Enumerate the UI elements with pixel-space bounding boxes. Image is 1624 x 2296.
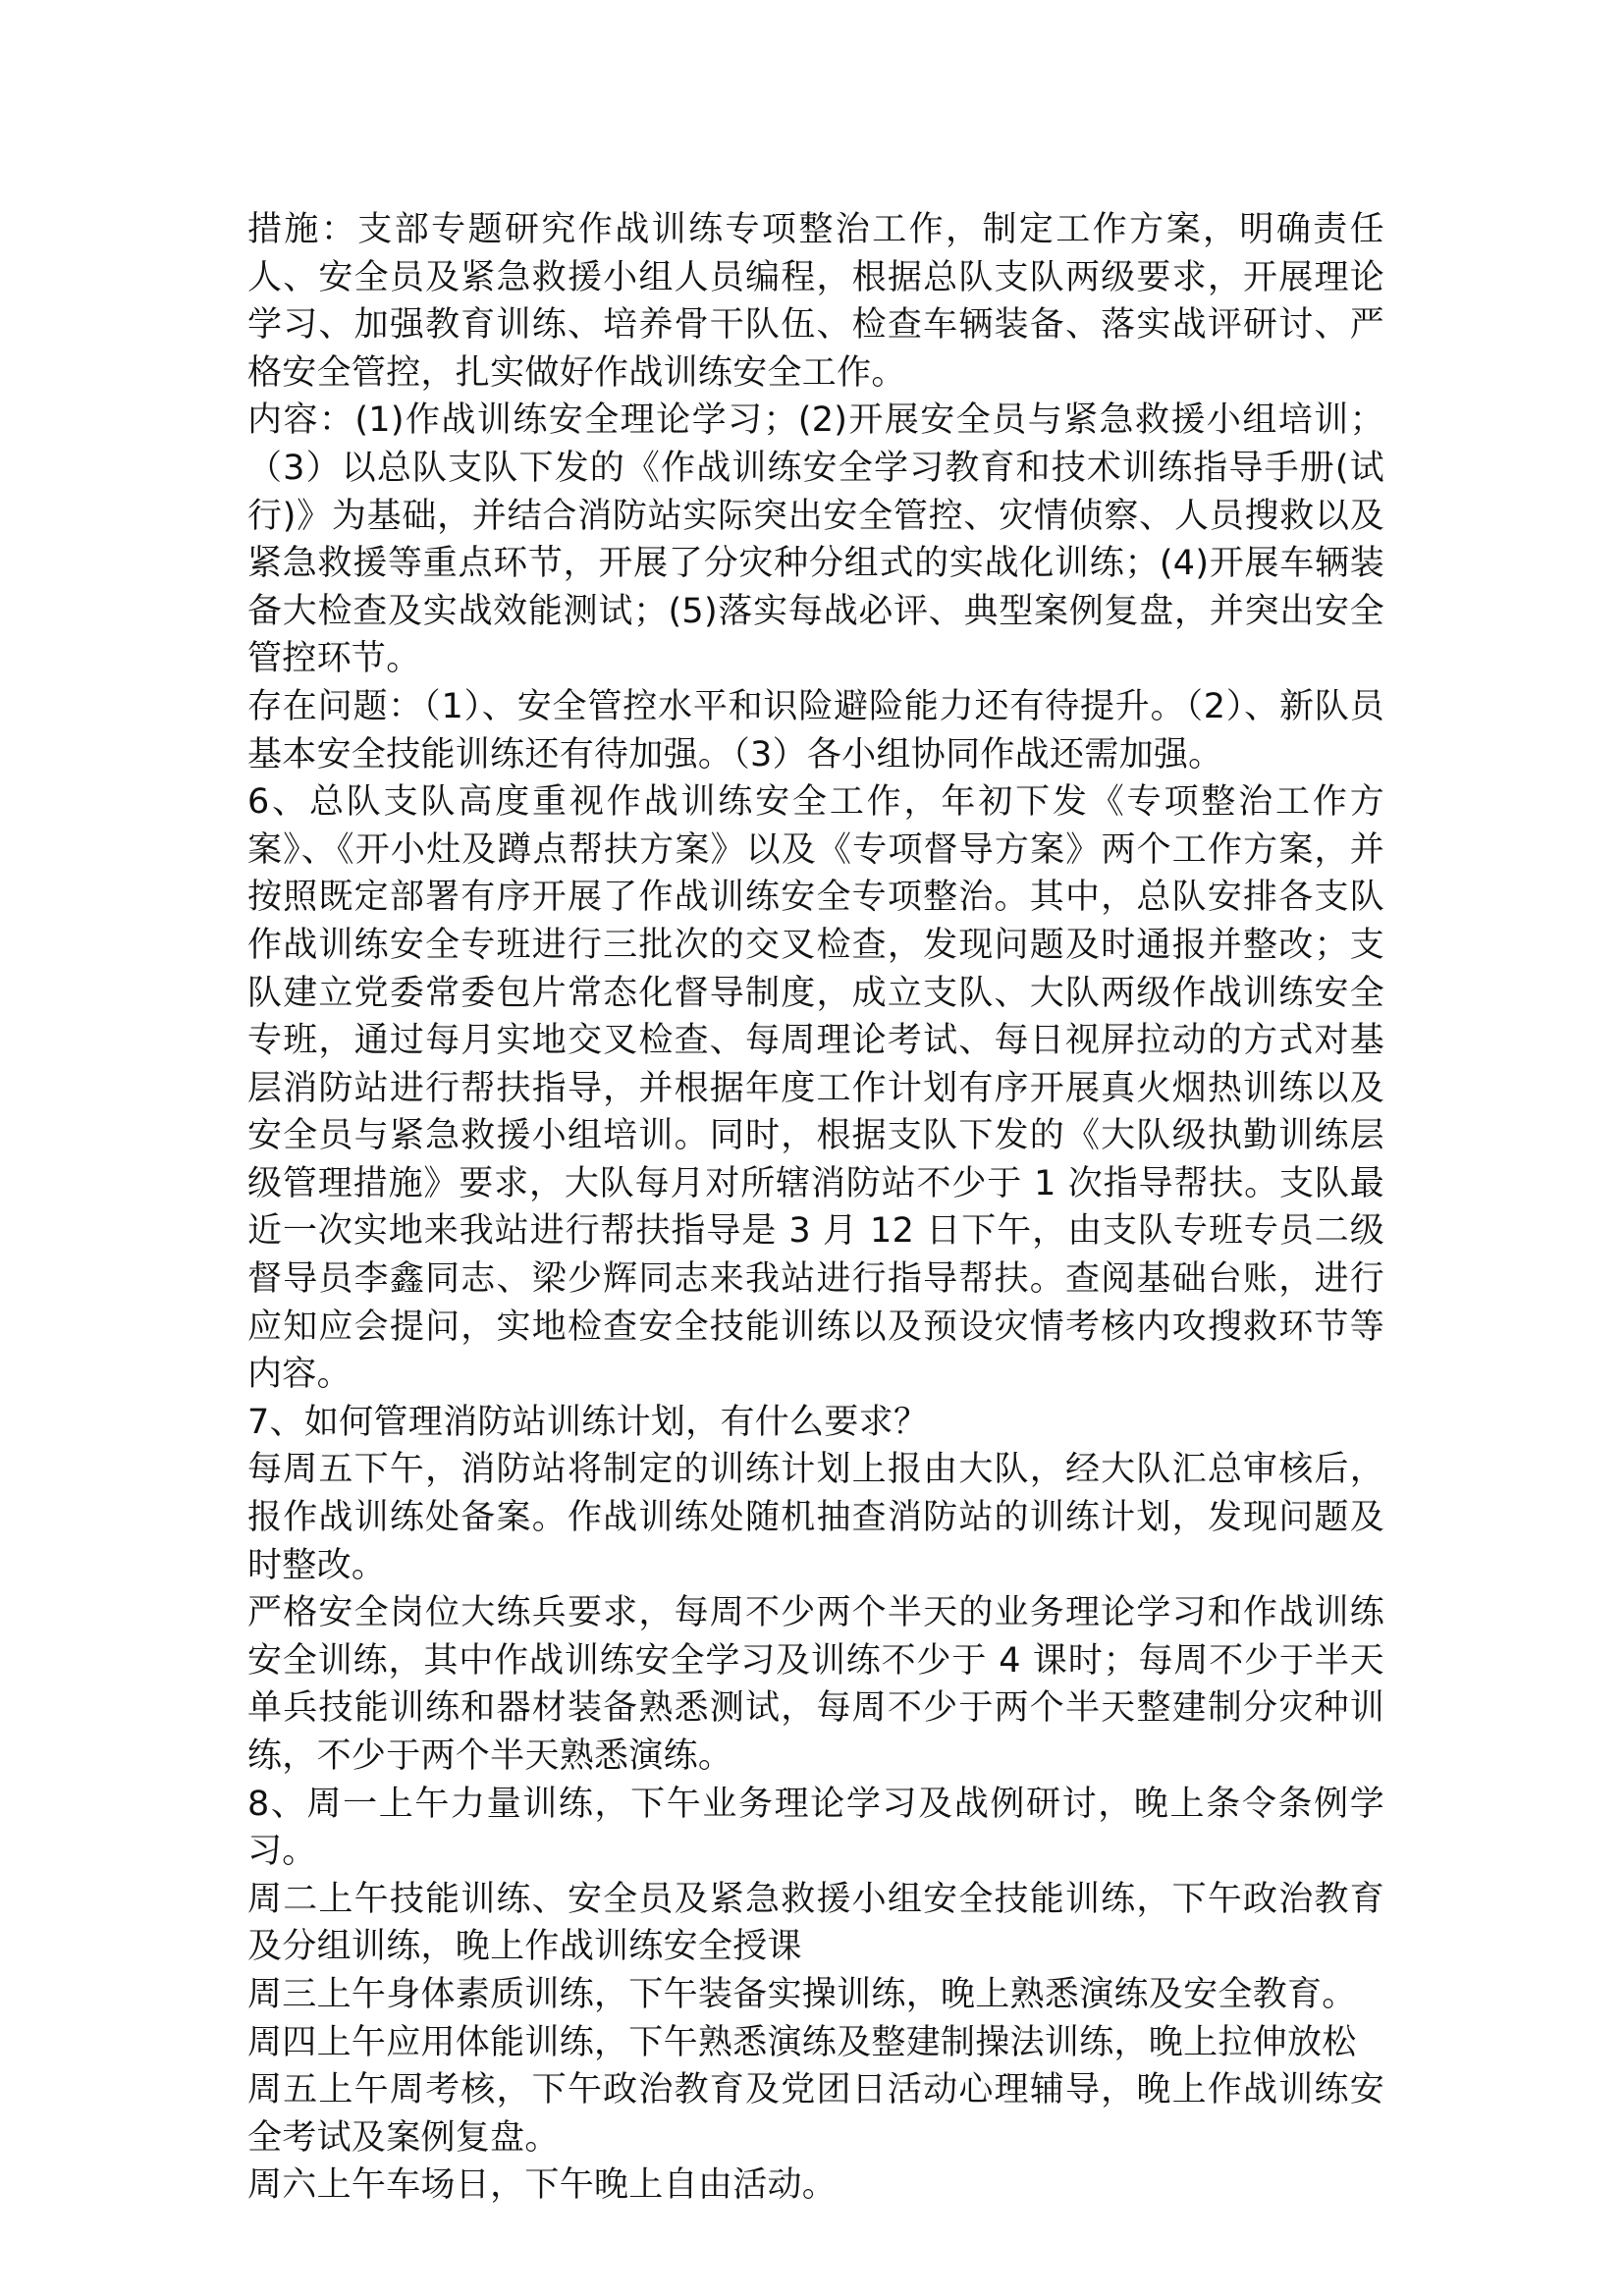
- paragraph-issues: 存在问题：（1）、安全管控水平和识险避险能力还有待提升。（2）、新队员基本安全技能训练还有待加强。（3）各小组协同作战还需加强。: [247, 686, 1384, 774]
- paragraph-wednesday: 周三上午身体素质训练，下午装备实操训练，晚上熟悉演练及安全教育。: [247, 1974, 1357, 2014]
- paragraph-item-8-monday: 8、周一上午力量训练，下午业务理论学习及战例研讨，晚上条令条例学习。: [247, 1784, 1384, 1872]
- paragraph-thursday: 周四上午应用体能训练，下午熟悉演练及整建制操法训练，晚上拉伸放松: [247, 2022, 1357, 2062]
- paragraph-item-6: 6、总队支队高度重视作战训练安全工作，年初下发《专项整治工作方案》、《开小灶及蹲点帮扶方案》以及《专项督导方案》两个工作方案，并按照既定部署有序开展了作战训练安全专项整治。其中，总队安排各支队作战训练安全专班进行三批次的交叉检查，发现问题及时通报并整改；支队建立党委常委包片常态化督导制度，成立支队、大队两级作战训练安全专班，通过每月实地交叉检查、每周理论考试、每日视屏拉动的方式对基层消防站进行帮扶指导，并根据年度工作计划有序开展真火烟热训练以及安全员与紧急救援小组培训。同时，根据支队下发的《大队级执勤训练层级管理措施》要求，大队每月对所辖消防站不少于 1 次指导帮扶。支队最近一次实地来我站进行帮扶指导是 3 月 12 日下午，由支队专班专员二级督导员李鑫同志、梁少辉同志来我站进行指导帮扶。查阅基础台账，进行应知应会提问，实地检查安全技能训练以及预设灾情考核内攻搜救环节等内容。: [247, 782, 1384, 1395]
- paragraph-item-7-question: 7、如何管理消防站训练计划，有什么要求？: [247, 1402, 929, 1442]
- paragraph-content: 内容：(1)作战训练安全理论学习；(2)开展安全员与紧急救援小组培训；（3）以总队支队下发的《作战训练安全学习教育和技术训练指导手册(试行)》为基础，并结合消防站实际突出安全管控、灾情侦察、人员搜救以及紧急救援等重点环节，开展了分灾种分组式的实战化训练；(4)开展车辆装备大检查及实战效能测试；(5)落实每战必评、典型案例复盘，并突出安全管控环节。: [247, 400, 1384, 679]
- paragraph-saturday: 周六上午车场日，下午晚上自由活动。: [247, 2165, 838, 2206]
- paragraph-friday: 周五上午周考核，下午政治教育及党团日活动心理辅导，晚上作战训练安全考试及案例复盘。: [247, 2070, 1384, 2158]
- paragraph-measures: 措施：支部专题研究作战训练专项整治工作，制定工作方案，明确责任人、安全员及紧急救援小组人员编程，根据总队支队两级要求，开展理论学习、加强教育训练、培养骨干队伍、检查车辆装备、落实战评研讨、严格安全管控，扎实做好作战训练安全工作。: [247, 210, 1384, 393]
- paragraph-training-requirements: 严格安全岗位大练兵要求，每周不少两个半天的业务理论学习和作战训练安全训练，其中作战训练安全学习及训练不少于 4 课时；每周不少于半天单兵技能训练和器材装备熟悉测试，每周不少于两个半天整建制分灾种训练，不少于两个半天熟悉演练。: [247, 1593, 1384, 1776]
- paragraph-tuesday: 周二上午技能训练、安全员及紧急救援小组安全技能训练，下午政治教育及分组训练，晚上作战训练安全授课: [247, 1879, 1384, 1967]
- paragraph-weekly-plan: 每周五下午，消防站将制定的训练计划上报由大队，经大队汇总审核后，报作战训练处备案。作战训练处随机抽查消防站的训练计划，发现问题及时整改。: [247, 1450, 1384, 1585]
- document-body: [247, 206, 1384, 2210]
